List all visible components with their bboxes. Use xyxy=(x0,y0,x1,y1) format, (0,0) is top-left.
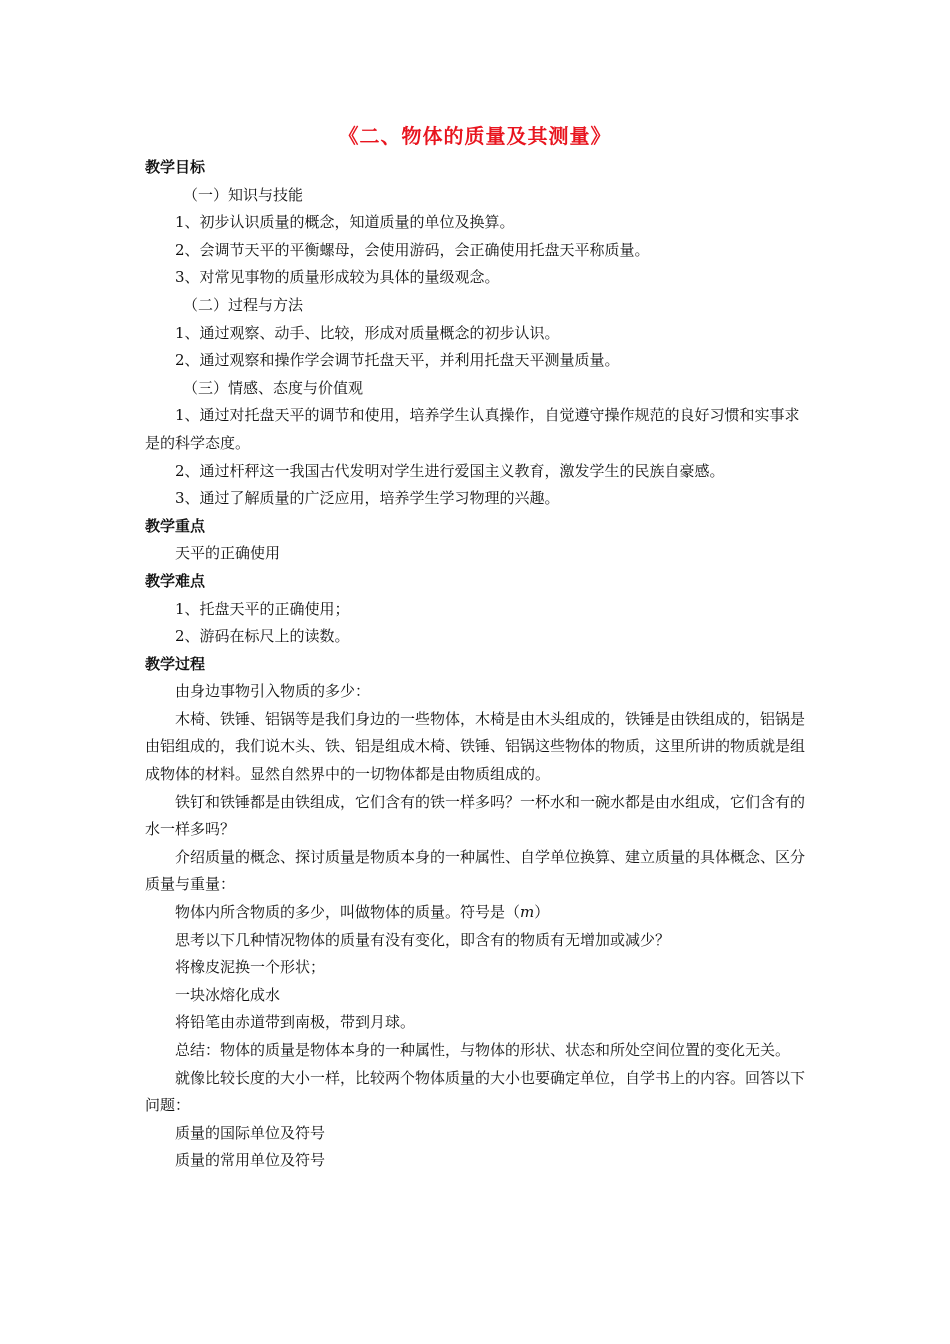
process-paragraph: 木椅、铁锤、铝锅等是我们身边的一些物体，木椅是由木头组成的，铁锤是由铁组成的，铝锅是由铝组成的，我们说木头、铁、铝是组成木椅、铁锤、铝锅这些物体的物质，这里所讲的物质就是组成物体的材料。显然自然界中的一切物体都是由物质组成的。 xyxy=(145,709,806,784)
document-title: 《二、物体的质量及其测量》 xyxy=(338,124,612,148)
document-body xyxy=(145,154,805,1175)
mass-definition-text: 物体内所含物质的多少，叫做物体的质量。符号是（ xyxy=(175,903,521,922)
process-paragraph: 由身边事物引入物质的多少： xyxy=(175,682,371,701)
objective-item: 2、会调节天平的平衡螺母，会使用游码，会正确使用托盘天平称质量。 xyxy=(175,240,650,259)
difficulty-item: 2、游码在标尺上的读数。 xyxy=(175,627,350,646)
mass-symbol: m xyxy=(520,903,535,922)
objective-item: 1、通过观察、动手、比较，形成对质量概念的初步认识。 xyxy=(175,323,560,342)
heading-difficulty: 教学难点 xyxy=(145,571,206,590)
process-paragraph: 思考以下几种情况物体的质量有没有变化，即含有的物质有无增加或减少？ xyxy=(175,930,671,949)
key-point-text: 天平的正确使用 xyxy=(175,544,281,563)
heading-objectives: 教学目标 xyxy=(145,158,206,176)
process-paragraph: 一块冰熔化成水 xyxy=(175,985,281,1004)
process-paragraph: 就像比较长度的大小一样，比较两个物体质量的大小也要确定单位，自学书上的内容。回答以下问题： xyxy=(145,1068,806,1115)
heading-key-point: 教学重点 xyxy=(145,516,206,535)
process-paragraph: 铁钉和铁锤都是由铁组成，它们含有的铁一样多吗？一杯水和一碗水都是由水组成，它们含有的水一样多吗？ xyxy=(145,792,806,839)
objective-item: 3、对常见事物的质量形成较为具体的量级观念。 xyxy=(175,268,500,287)
process-paragraph: 介绍质量的概念、探讨质量是物质本身的一种属性、自学单位换算、建立质量的具体概念、区分质量与重量： xyxy=(145,847,806,894)
process-paragraph: 质量的常用单位及符号 xyxy=(175,1151,326,1170)
objective-item: 3、通过了解质量的广泛应用，培养学生学习物理的兴趣。 xyxy=(175,489,560,508)
process-paragraph: 将橡皮泥换一个形状； xyxy=(175,958,326,977)
process-paragraph: 将铅笔由赤道带到南极，带到月球。 xyxy=(175,1013,416,1032)
objective-item: 1、通过对托盘天平的调节和使用，培养学生认真操作，自觉遵守操作规范的良好习惯和实事求是的科学态度。 xyxy=(145,406,800,452)
process-paragraph: 总结：物体的质量是物体本身的一种属性，与物体的形状、状态和所处空间位置的变化无关。 xyxy=(175,1041,791,1059)
process-paragraph xyxy=(145,899,805,927)
subheading-values: （三）情感、态度与价值观 xyxy=(183,378,364,397)
process-paragraph: 质量的国际单位及符号 xyxy=(175,1123,326,1142)
subheading-knowledge-skills: （一）知识与技能 xyxy=(183,185,304,204)
difficulty-item: 1、托盘天平的正确使用； xyxy=(175,599,350,618)
mass-definition-close: ） xyxy=(534,903,550,922)
subheading-process-methods: （二）过程与方法 xyxy=(183,295,304,314)
objective-item: 2、通过观察和操作学会调节托盘天平，并利用托盘天平测量质量。 xyxy=(175,351,620,370)
heading-process: 教学过程 xyxy=(145,654,206,673)
objective-item: 2、通过杆秤这一我国古代发明对学生进行爱国主义教育，激发学生的民族自豪感。 xyxy=(175,461,725,480)
objective-item: 1、初步认识质量的概念，知道质量的单位及换算。 xyxy=(175,213,515,232)
